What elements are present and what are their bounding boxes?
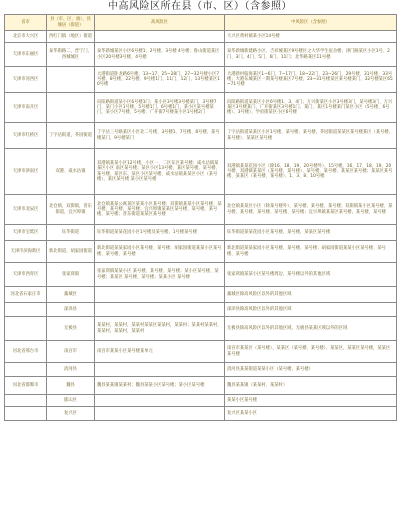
header-mid-risk: 中风险区（含参照） xyxy=(225,15,397,31)
table-row xyxy=(5,341,397,363)
district-cell: 双港、咸水沽镇 xyxy=(47,149,95,195)
high-risk-cell: 张家窝镇某某小区 某号楼、某号楼、某号楼；某小区某号楼、某号楼；某某区 某号楼、某号楼；某某小区 某号楼 xyxy=(95,263,225,287)
district-cell: 丁字沽街道，芥园街道 xyxy=(47,123,95,149)
province-cell: 北京市大兴区 xyxy=(5,31,47,43)
high-risk-cell xyxy=(95,363,225,377)
province-cell: 河北省邯郸市 xyxy=(5,377,47,395)
province-cell xyxy=(5,303,47,317)
table-row xyxy=(5,363,397,377)
district-cell: 新北街道，胡家园街道 xyxy=(47,241,95,263)
mid-risk-cell: 某某小区某号楼 xyxy=(225,395,397,407)
high-risk-cell: 新北街道某某家园小区某号楼、某号楼；胡家园街道某某小区某号楼、某号楼、某号楼 xyxy=(95,241,225,263)
high-risk-cell: 钰华街道某某花园小区1号楼及某号楼、1号楼某号楼 xyxy=(95,225,225,241)
high-risk-cell: 南宫市某某小区某号楼某单元 xyxy=(95,341,225,363)
mid-risk-cell: 大港新村临海某区1~6门、7~17门、18~22门、23~26门、29号楼、31号楼、33号楼；大港东城某区一期某号楼某区7号楼、23~31号楼某区某号楼某门、32号楼某区65~71号楼 xyxy=(225,67,397,93)
district-cell: 无极县 xyxy=(47,317,95,341)
table-row xyxy=(5,225,397,241)
province-cell xyxy=(5,407,47,421)
header-district: 县（市、区、旗）、县城居（街道） xyxy=(47,15,95,31)
mid-risk-cell: 无极县除高风险区以外的其他区域，无极县某某区域以外的区域 xyxy=(225,317,397,341)
province-cell: 天津市北辰区 xyxy=(5,195,47,225)
district-cell xyxy=(47,67,95,93)
high-risk-cell: 大港街道卧龙路6号楼、13~17、25~28门、27~32号楼小区7号楼、8号楼、22号楼、9号楼1门、11门、12门、13号楼某区10号楼 xyxy=(95,67,225,93)
mid-risk-cell: 大兴区黄村镇某小区14号楼 xyxy=(225,31,397,43)
province-cell: 河北省石家庄市 xyxy=(5,287,47,303)
province-cell: 天津市红桥区 xyxy=(5,123,47,149)
province-cell: 天津市津南区 xyxy=(5,149,47,195)
province-cell: 天津市东丽区 xyxy=(5,43,47,67)
header-province: 省市 xyxy=(5,15,47,31)
province-cell: 天津市滨海新区 xyxy=(5,241,47,263)
table-row xyxy=(5,241,397,263)
high-risk-cell: 北仓镇某某公寓某区某某小区某号楼；双街镇某某小区某号楼、某号楼、某号楼、某号楼；宜兴埠镇某某区某号楼、某号楼，某号楼、某号楼；普东街道某某区某号楼 xyxy=(95,195,225,225)
province-cell: 天津市宝坻区 xyxy=(5,225,47,241)
table-row xyxy=(5,31,397,43)
table-row xyxy=(5,317,397,341)
mid-risk-cell: 张家窝镇某某小区某号楼周边、某号楼以外的其他区域 xyxy=(225,263,397,287)
province-cell: 天津市河西区 xyxy=(5,67,47,93)
district-cell: 南宫市 xyxy=(47,341,95,363)
risk-area-table xyxy=(4,14,397,421)
province-cell xyxy=(5,317,47,341)
table-header-row xyxy=(5,15,397,31)
table-row xyxy=(5,67,397,93)
high-risk-cell: 向阳路街道某小区6号楼1门；某小区3号楼3号楼某门，3号楼7门、某门小区1号楼、5号楼1门，6号楼1门，某小区某号楼某门，某小区7号楼、5号楼、广开街7号楼某小区1号楼2门 xyxy=(95,93,225,123)
mid-risk-cell: 双港镇某某花园小区（除16、18、19、20号楼外）、15号楼，16、17、18、19、20号楼、双港镇某某区（某号楼、某号楼）、某号楼，某号楼、某某区某号楼；某某区某号楼、某某区（某号楼、某号楼）、1、3、8、10号楼 xyxy=(225,149,397,195)
district-cell: 魏县 xyxy=(47,377,95,395)
table-row xyxy=(5,287,397,303)
province-cell: 天津市南开区 xyxy=(5,93,47,123)
high-risk-cell: 某某村，某某村，某某村某某区某某村，某某村；某某村某某村，某某村，某某村，某某村 xyxy=(95,317,225,341)
high-risk-cell xyxy=(95,303,225,317)
table-row xyxy=(5,377,397,395)
table-row xyxy=(5,149,397,195)
mid-risk-cell: 向阳路街道某某区小区6号楼1、3、4门；万兴街某区小区3号楼3门，某号楼3门、万兴某区3号楼某门、广开街某区3号楼1门、某门、某区1号楼某门某区小区（5号楼、6号楼）、3号楼）、学府街某区小区6号楼 xyxy=(225,93,397,123)
high-risk-cell xyxy=(95,395,225,407)
table-row xyxy=(5,303,397,317)
page-title: 中高风险区所在县（市、区）（含参照） xyxy=(108,1,292,12)
district-cell: 西红门镇（地区）街道 xyxy=(47,31,95,43)
high-risk-cell xyxy=(95,287,225,303)
province-cell: 天津市西青区 xyxy=(5,263,47,287)
table-row xyxy=(5,123,397,149)
province-cell xyxy=(5,395,47,407)
header-high-risk: 高风险区 xyxy=(95,15,225,31)
mid-risk-cell: 新北街道某某家园小区某号楼、某号楼、某号楼；胡家园街道某某小区某号楼、某号楼、某号楼 xyxy=(225,241,397,263)
district-cell: 复兴区 xyxy=(47,407,95,421)
table-row xyxy=(5,395,397,407)
district-cell: 钰华街道 xyxy=(47,225,95,241)
province-cell xyxy=(5,363,47,377)
table-row xyxy=(5,407,397,421)
district-cell: 邯山区 xyxy=(47,395,95,407)
mid-risk-cell: 清河县某某街道某某小区（某号楼、某号楼） xyxy=(225,363,397,377)
mid-risk-cell: 魏县某某镇（某某村、某某村） xyxy=(225,377,397,395)
district-cell: 张家窝镇 xyxy=(47,263,95,287)
province-cell: 河北省邢台市 xyxy=(5,341,47,363)
high-risk-cell: 丁字沽三号路某区小区北二号楼、3号楼1、7号楼、8号楼、某号楼某门，9号楼某门 xyxy=(95,123,225,149)
table-body xyxy=(5,31,397,421)
mid-risk-cell: 丁字沽街道某某区小区1号楼、某号楼、某号楼，芥园街道某某区某号楼某区（某号楼、某号楼）、某某区某号楼 xyxy=(225,123,397,149)
mid-risk-cell: 藁城区除高风险区以外的其他区域 xyxy=(225,287,397,303)
mid-risk-cell: 复兴区某某小区 xyxy=(225,407,397,421)
table-row xyxy=(5,93,397,123)
high-risk-cell: 魏县某某镇某某村；魏县某某小区某号楼；某小区某号楼 xyxy=(95,377,225,395)
mid-risk-cell: 北仓镇某某区小区（除某号楼外）、某号楼、某号楼、某号楼；双街镇某小区某号楼、某号楼、某号楼、某号楼、某号楼、某号楼；宜兴埠镇某某区某号楼，某号楼、某号楼 xyxy=(225,195,397,225)
table-row xyxy=(5,43,397,67)
table-row xyxy=(5,195,397,225)
mid-risk-cell: 泰华新城新建路小区、吉祥城某区9号楼区之大华学生宿舍楼；津门路某区小区1号、2门、3门、4门、5门、6门、11门；北华路某区11号楼 xyxy=(225,43,397,67)
district-cell: 清河县 xyxy=(47,363,95,377)
mid-risk-cell: 深泽县除高风险区以外的其他区域 xyxy=(225,303,397,317)
mid-risk-cell: 钰华街道某某花园小区某号楼、某号楼，某某区某号楼 xyxy=(225,225,397,241)
table-row xyxy=(5,263,397,287)
district-cell: 藁城区 xyxy=(47,287,95,303)
mid-risk-cell: 南宫市某某区（某号楼）、某某区（某号楼、某号楼）、某某区，某某区某号楼，某某区某号楼 xyxy=(225,341,397,363)
district-cell xyxy=(47,93,95,123)
high-risk-cell: 双港镇某某小区12号楼，小区一、二区东区某号楼；咸水沽镇某某区小区 南区某号楼；某区小区13号楼、某区某号楼、某号楼、某号楼、某区东、某区小区某号楼、咸水沽镇某某区小区（某号楼）、某区某号楼 某小区某号楼 xyxy=(95,149,225,195)
district-cell: 泰华街路二、晋宁门、西城城区 xyxy=(47,43,95,67)
high-risk-cell xyxy=(95,31,225,43)
district-cell: 深泽县 xyxy=(47,303,95,317)
high-risk-cell: 泰华新城某区小区6号楼1、2号楼、3号楼 4号楼；鲁山街道某区小区20号楼3号楼、4号楼 xyxy=(95,43,225,67)
district-cell: 北仓镇，双街镇，普东街道，宜兴埠镇 xyxy=(47,195,95,225)
high-risk-cell xyxy=(95,407,225,421)
